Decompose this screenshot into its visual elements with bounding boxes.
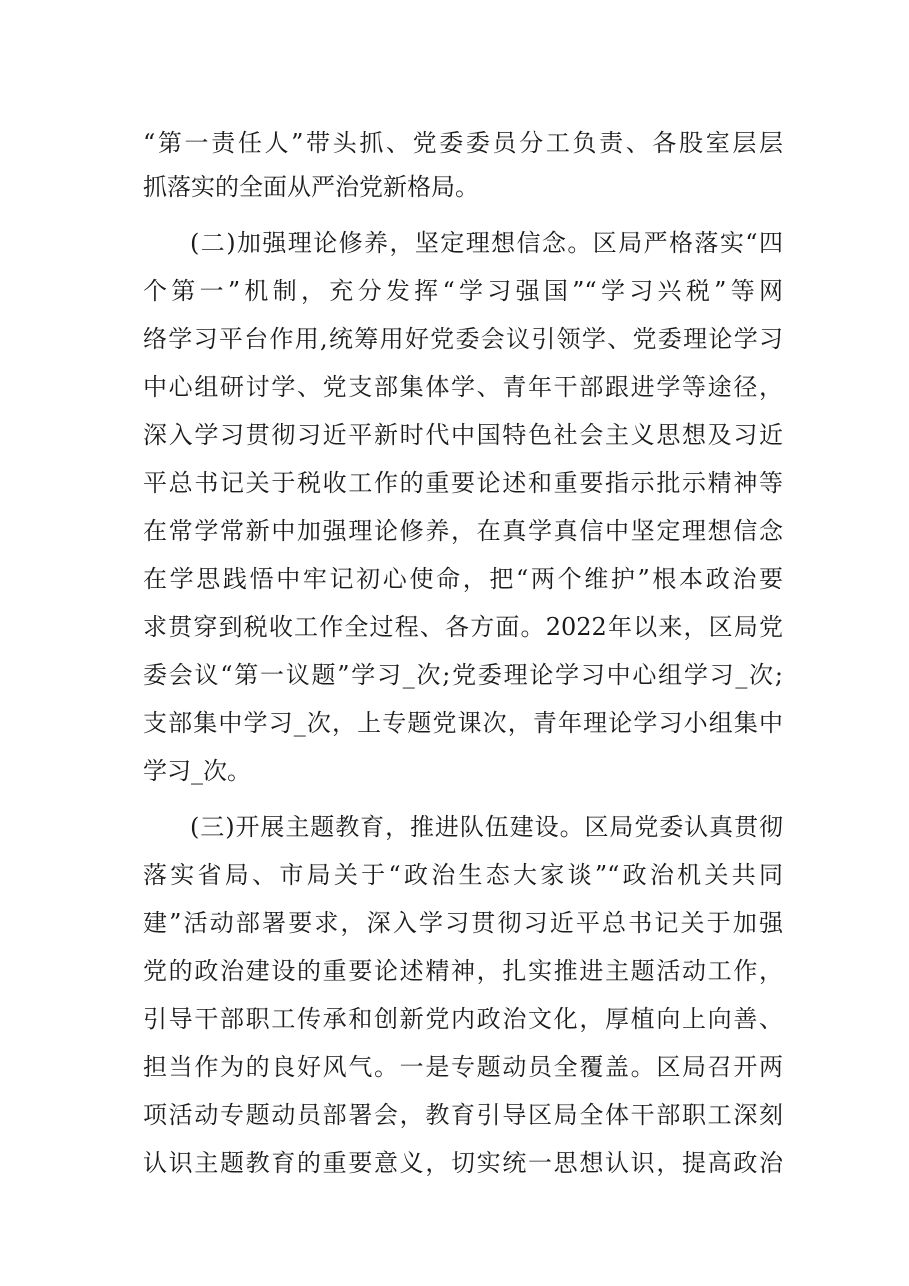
text-line: 建”活动部署要求，深入学习贯彻习近平总书记关于加强 <box>143 909 783 937</box>
text-line: 在学思践悟中牢记初心使命，把“两个维护”根本政治要 <box>143 565 783 593</box>
text-line: 在常学常新中加强理论修养，在真学真信中坚定理想信念 <box>143 517 783 545</box>
text-line: 落实省局、市局关于“政治生态大家谈”“政治机关共同 <box>143 861 783 889</box>
text-line: 中心组研讨学、党支部集体学、青年干部跟进学等途径， <box>143 373 783 401</box>
paragraph-heading-line: (二)加强理论修养，坚定理想信念。区局严格落实“四 <box>190 229 783 257</box>
text-line: 担当作为的良好风气。一是专题动员全覆盖。区局召开两 <box>143 1053 783 1081</box>
text-line: 认识主题教育的重要意义，切实统一思想认识，提高政治 <box>143 1149 783 1177</box>
text-line: 个第一”机制，充分发挥“学习强国”“学习兴税”等网 <box>143 277 783 305</box>
text-line: “第一责任人”带头抓、党委委员分工负责、各股室层层 <box>143 129 783 157</box>
paragraph-heading-line: (三)开展主题教育，推进队伍建设。区局党委认真贯彻 <box>190 813 783 841</box>
text-line: 项活动专题动员部署会，教育引导区局全体干部职工深刻 <box>143 1101 783 1129</box>
text-line: 络学习平台作用,统筹用好党委会议引领学、党委理论学习 <box>143 325 783 353</box>
text-line: 学习_次。 <box>143 757 251 785</box>
text-line: 平总书记关于税收工作的重要论述和重要指示批示精神等 <box>143 469 783 497</box>
text-line: 党的政治建设的重要论述精神，扎实推进主题活动工作， <box>143 957 783 985</box>
text-line: 深入学习贯彻习近平新时代中国特色社会主义思想及习近 <box>143 421 783 449</box>
text-line: 求贯穿到税收工作全过程、各方面。2022年以来，区局党 <box>143 613 783 641</box>
text-line: 支部集中学习_次，上专题党课次，青年理论学习小组集中 <box>143 709 783 737</box>
text-line: 引导干部职工传承和创新党内政治文化，厚植向上向善、 <box>143 1005 783 1033</box>
text-line: 委会议“第一议题”学习_次;党委理论学习中心组学习_次; <box>143 661 783 689</box>
text-line: 抓落实的全面从严治党新格局。 <box>143 173 479 201</box>
